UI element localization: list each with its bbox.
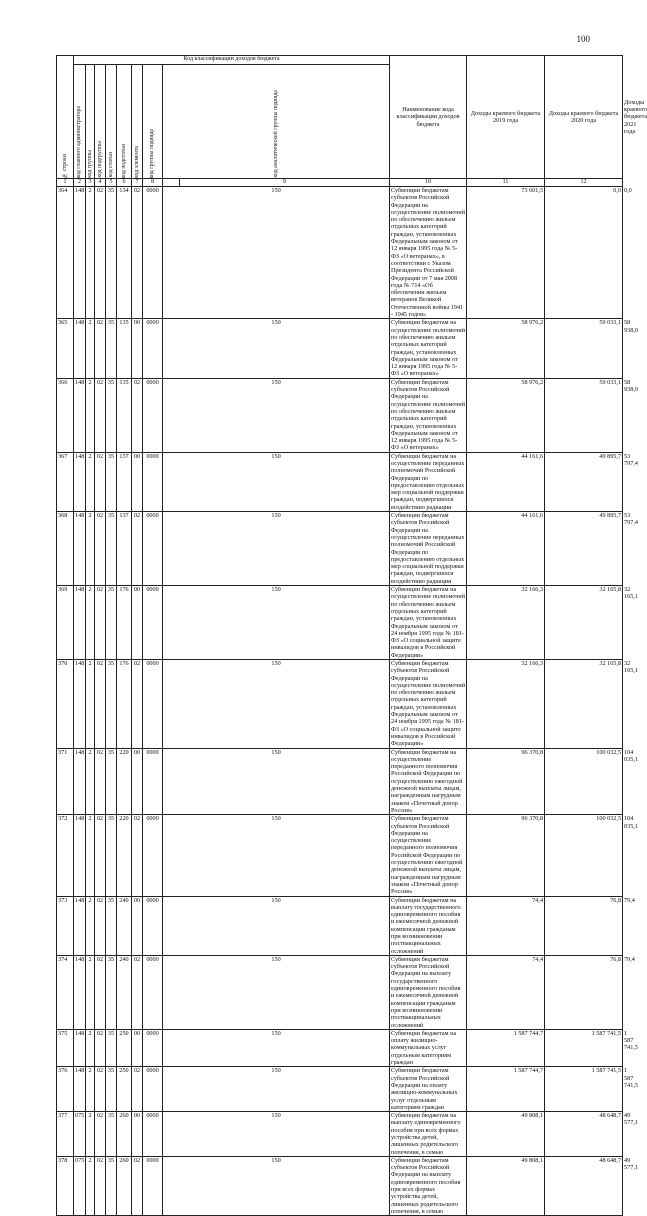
code-subtype-group: 0000: [143, 896, 163, 955]
value-2019: 49 808,1: [467, 1112, 545, 1157]
code-subtype-group: 0000: [143, 1112, 163, 1157]
code-subgroup: 02: [95, 955, 106, 1029]
code-group: 2: [86, 748, 95, 815]
code-subarticle: 176: [117, 660, 132, 749]
table-row: 374 148 2 02 35 240 02 0000 150 Субвенции бюджетам субъектов Российской Федерации на выплату государственного единовременного пособия и ежемесячной денежной компенсации гражданам при возникновении поствакцинальных осложнений 74,4 76,8 79,4: [58, 955, 635, 1029]
value-2019: 32 166,3: [467, 586, 545, 660]
code-group: 2: [86, 586, 95, 660]
table-row: 373 148 2 02 35 240 00 0000 150 Субвенции бюджетам на выплату государственного единовременного пособия и ежемесячной денежной компенсации гражданам при возникновении поствакцинальных осложнений 74,4 76,8 79,4: [58, 896, 635, 955]
code-admin: 148: [74, 748, 86, 815]
row-number: 367: [57, 452, 74, 511]
row-name: Субвенции бюджетам на осуществление переданного полномочия Российской Федерации по осуществлению ежегодной денежной выплаты лицам, награжденным нагрудным знаком «Почетный донор России»: [390, 748, 467, 815]
row-name: Субвенции бюджетам субъектов Российской Федерации на осуществление полномочий по обеспечению жильем отдельных категорий граждан, установленных Федеральным законом от 24 ноября 1995 года № 181-ФЗ «О социальной защите инвалидов в Российской Федерации»: [391, 660, 466, 748]
code-subtype-group: 0000: [143, 1067, 163, 1112]
code-article: 35: [106, 586, 117, 660]
code-subarticle: 220: [117, 815, 132, 896]
table-row: 366 148 2 02 35 135 02 0000 150 Субвенции бюджетам субъектов Российской Федерации на осуществление полномочий по обеспечению жильем отдельных категорий граждан, установленных Федеральным законом от 12 января 1995 года № 5-ФЗ «О ветеранах» 58 976,2 59 033,1 58 938,0: [58, 378, 638, 452]
row-name: Субвенции бюджетам субъектов Российской Федерации на осуществление переданного полномочия Российской Федерации по осуществлению ежегодной денежной выплаты лицам, награжденным нагрудным знаком «Почетный донор России»: [390, 815, 467, 896]
code-analytic-group: 150: [163, 660, 390, 749]
code-article: 35: [106, 1156, 117, 1215]
code-element: 02: [132, 660, 143, 749]
code-group: 2: [86, 187, 95, 319]
code-subarticle: 137: [117, 452, 132, 511]
code-group: 2: [86, 1112, 95, 1157]
code-element: 00: [132, 319, 143, 378]
header-row-no: № строки: [57, 56, 74, 179]
header-code-subtype-group: код группы подвида: [143, 65, 163, 179]
value-2020: 59 033,1: [545, 319, 623, 378]
code-subtype-group: 0000: [143, 815, 163, 896]
table-row: 369 148 2 02 35 176 00 0000 150 Субвенции бюджетам на осуществление полномочий по обеспечению жильем отдельных категорий граждан, установленных Федеральным законом от 24 ноября 1995 года № 181-ФЗ «О социальной защите инвалидов в Российской Федерации» 32 166,3 32 165,8 32 165,1: [58, 586, 638, 659]
code-subtype-group: 0000: [143, 512, 163, 586]
code-subtype-group: 0000: [143, 319, 163, 378]
code-subgroup: 02: [95, 512, 106, 586]
value-2020: 76,8: [545, 896, 623, 955]
code-subgroup: 02: [95, 660, 106, 749]
code-group: 2: [86, 1067, 95, 1112]
code-admin: 148: [74, 660, 86, 749]
code-analytic-group: 150: [163, 1067, 390, 1112]
code-element: 00: [132, 586, 143, 660]
col-number: 8: [143, 179, 163, 187]
code-analytic-group: 150: [163, 512, 390, 586]
code-subtype-group: 0000: [143, 586, 163, 660]
code-subarticle: 134: [117, 187, 132, 319]
code-analytic-group: 150: [163, 748, 390, 815]
code-admin: 075: [74, 1156, 86, 1215]
row-number: 377: [57, 1112, 74, 1157]
col-number: 7: [132, 179, 143, 187]
code-analytic-group: 150: [163, 1156, 390, 1215]
code-element: 00: [132, 1029, 143, 1066]
code-group: 2: [86, 1156, 95, 1215]
value-2020: 76,8: [545, 955, 623, 1029]
code-admin: 148: [74, 815, 86, 896]
value-2019: 32 166,3: [467, 660, 545, 749]
code-subarticle: 240: [117, 896, 132, 955]
code-group: 2: [86, 896, 95, 955]
code-subarticle: 176: [117, 586, 132, 660]
code-element: 00: [132, 452, 143, 511]
header-code-analytic-group: код аналитической группы подвида: [163, 65, 390, 179]
value-2020: 59 033,1: [545, 378, 623, 452]
header-code-group: код группы: [86, 65, 95, 179]
header-code-admin: код главного администратора: [74, 65, 86, 179]
table-row: 367 148 2 02 35 137 00 0000 150 Субвенции бюджетам на осуществление переданных полномочий Российской Федерации по предоставлению отдельных мер социальной поддержки граждан, подвергшихся воздействию радиации 44 161,6 49 895,7 53 797,4: [58, 452, 638, 511]
col-number: 2: [74, 179, 86, 187]
code-subtype-group: 0000: [143, 660, 163, 749]
code-element: 02: [132, 955, 143, 1029]
code-subgroup: 02: [95, 319, 106, 378]
row-name: Субвенции бюджетам на выплату государственного единовременного пособия и ежемесячной денежной компенсации гражданам при возникновении поствакцинальных осложнений: [390, 896, 467, 955]
row-number: 372: [57, 815, 74, 896]
code-subgroup: 02: [95, 1067, 106, 1112]
code-admin: 075: [74, 1112, 86, 1157]
row-number: 365: [57, 319, 74, 378]
code-article: 35: [106, 1112, 117, 1157]
code-subarticle: 250: [117, 1029, 132, 1066]
code-element: 02: [132, 187, 143, 319]
code-subgroup: 02: [95, 1029, 106, 1066]
row-name: Субвенции бюджетам субъектов Российской Федерации на оплату жилищно-коммунальных услуг отдельным категориям граждан: [390, 1067, 467, 1112]
row-number: 378: [57, 1156, 74, 1215]
code-group: 2: [86, 815, 95, 896]
code-element: 00: [132, 748, 143, 815]
row-name: Субвенции бюджетам на осуществление полномочий по обеспечению жильем отдельных категорий граждан, установленных Федеральным законом от 24 ноября 1995 года № 181-ФЗ «О социальной защите инвалидов в Российской Федерации»: [391, 586, 466, 659]
code-article: 35: [106, 1029, 117, 1066]
code-subgroup: 02: [95, 815, 106, 896]
col-number: 3: [86, 179, 95, 187]
table-row: 368 148 2 02 35 137 02 0000 150 Субвенции бюджетам субъектов Российской Федерации на осуществление переданных полномочий Российской Федерации по предоставлению отдельных мер социальной поддержки граждан, подвергшихся воздействию радиации 44 161,6 49 895,7 53 797,4: [58, 512, 638, 585]
code-element: 02: [132, 1067, 143, 1112]
header-code-subarticle: код подстатьи: [117, 65, 132, 179]
header-code-element: код элемента: [132, 65, 143, 179]
code-subtype-group: 0000: [143, 1156, 163, 1215]
code-subarticle: 220: [117, 748, 132, 815]
code-subgroup: 02: [95, 187, 106, 319]
code-article: 35: [106, 512, 117, 586]
code-analytic-group: 150: [163, 955, 390, 1029]
value-2020: 49 895,7: [545, 512, 623, 586]
table-row: 375 148 2 02 35 250 00 0000 150 Субвенции бюджетам на оплату жилищно-коммунальных услуг отдельным категориям граждан 1 587 744,7 1 587 741,5 1 587 741,5: [58, 1029, 638, 1067]
value-2019: 1 587 744,7: [467, 1029, 545, 1066]
table-row: 376 148 2 02 35 250 02 0000 150 Субвенции бюджетам субъектов Российской Федерации на оплату жилищно-коммунальных услуг отдельным категориям граждан 1 587 744,7 1 587 741,5 1 587 741,5: [58, 1067, 638, 1111]
row-number: 371: [57, 748, 74, 815]
table-row: 370 148 2 02 35 176 02 0000 150 Субвенции бюджетам субъектов Российской Федерации на осуществление полномочий по обеспечению жильем отдельных категорий граждан, установленных Федеральным законом от 24 ноября 1995 года № 181-ФЗ «О социальной защите инвалидов в Российской Федерации» 32 166,3 32 165,8 32 165,1: [58, 660, 638, 748]
value-2020: 32 165,8: [545, 586, 623, 660]
code-subgroup: 02: [95, 748, 106, 815]
value-2019: 1 587 744,7: [467, 1067, 545, 1112]
row-number: 370: [57, 660, 74, 749]
code-admin: 148: [74, 378, 86, 452]
value-2019: 58 976,2: [467, 319, 545, 378]
code-admin: 148: [74, 896, 86, 955]
code-group: 2: [86, 1029, 95, 1066]
code-subgroup: 02: [95, 896, 106, 955]
code-subtype-group: 0000: [143, 748, 163, 815]
code-element: 02: [132, 1156, 143, 1215]
code-analytic-group: 150: [163, 1029, 390, 1066]
value-2019: 96 370,8: [467, 748, 545, 815]
header-code-article: код статьи: [106, 65, 117, 179]
code-admin: 148: [74, 319, 86, 378]
col-number: 4: [95, 179, 106, 187]
col-number: [163, 179, 180, 187]
col-number: 1: [57, 179, 74, 187]
code-subgroup: 02: [95, 378, 106, 452]
row-name: Субвенции бюджетам субъектов Российской Федерации на выплату единовременного пособия при всех формах устройства детей, лишенных родительского попечения, в семью: [390, 1156, 467, 1215]
code-analytic-group: 150: [163, 1112, 390, 1157]
value-2020: 100 032,5: [545, 815, 623, 896]
code-article: 35: [106, 955, 117, 1029]
code-analytic-group: 150: [163, 586, 390, 660]
header-2019: Доходы краевого бюджета 2019 года: [467, 56, 545, 179]
page-number: 100: [576, 34, 590, 44]
row-name: Субвенции бюджетам субъектов Российской Федерации на выплату государственного единовременного пособия и ежемесячной денежной компенсации гражданам при возникновении поствакцинальных осложнений: [390, 955, 467, 1029]
code-admin: 148: [74, 586, 86, 660]
code-subtype-group: 0000: [143, 452, 163, 511]
value-2019: 58 976,2: [467, 378, 545, 452]
code-element: 02: [132, 512, 143, 586]
code-article: 35: [106, 748, 117, 815]
value-2019: 73 601,5: [467, 187, 545, 319]
header-group-title: Код классификации доходов бюджета: [74, 56, 390, 65]
col-number: 6: [117, 179, 132, 187]
code-admin: 148: [74, 512, 86, 586]
code-article: 35: [106, 660, 117, 749]
value-2020: 48 648,7: [545, 1112, 623, 1157]
table-row: 377 075 2 02 35 260 00 0000 150 Субвенции бюджетам на выплату единовременного пособия при всех формах устройства детей, лишенных родительского попечения, в семью 49 808,1 48 648,7 49 577,1: [58, 1112, 638, 1156]
code-admin: 148: [74, 1029, 86, 1066]
code-subarticle: 135: [117, 319, 132, 378]
col-number: 5: [106, 179, 117, 187]
code-article: 35: [106, 378, 117, 452]
code-subarticle: 260: [117, 1156, 132, 1215]
code-group: 2: [86, 512, 95, 586]
row-number: 364: [57, 187, 74, 319]
row-name: Субвенции бюджетам на осуществление переданных полномочий Российской Федерации по предоставлению отдельных мер социальной поддержки граждан, подвергшихся воздействию радиации: [390, 452, 467, 511]
row-name: Субвенции бюджетам на оплату жилищно-коммунальных услуг отдельным категориям граждан: [390, 1029, 467, 1066]
table-row: 364 148 2 02 35 134 02 0000 150 Субвенции бюджетам субъектов Российской Федерации на осуществление полномочий по обеспечению жильем отдельных категорий граждан, установленных Федеральным законом от 12 января 1995 года № 5-ФЗ «О ветеранах», в соответствии с Указом Президента Российской Федерации от 7 мая 2008 года № 714 «Об обеспечении жильем ветеранов Великой Отечественной войны 1941 - 1945 годов» 73 601,5 0,0 0,0: [58, 187, 632, 319]
header-row-group: № строки Код классификации доходов бюджета Наименование кода классификации доходов бюджета Доходы краевого бюджета 2019 года Доходы краевого бюджета 2020 года Доходы краевого бюджета 2021 года: [57, 56, 623, 65]
col-number: 9: [180, 179, 390, 187]
code-subtype-group: 0000: [143, 955, 163, 1029]
code-group: 2: [86, 319, 95, 378]
revenue-table: [56, 55, 647, 1216]
table-row: 372 148 2 02 35 220 02 0000 150 Субвенции бюджетам субъектов Российской Федерации на осуществление переданного полномочия Российской Федерации по осуществлению ежегодной денежной выплаты лицам, награжденным нагрудным знаком «Почетный донор России» 96 370,8 100 032,5 104 035,1: [58, 815, 638, 896]
code-element: 02: [132, 378, 143, 452]
code-article: 35: [106, 896, 117, 955]
code-admin: 148: [74, 187, 86, 319]
value-2019: 49 808,1: [467, 1156, 545, 1215]
code-subgroup: 02: [95, 586, 106, 660]
col-number: 10: [390, 179, 467, 187]
code-article: 35: [106, 452, 117, 511]
row-name: Субвенции бюджетам субъектов Российской Федерации на осуществление полномочий по обеспечению жильем отдельных категорий граждан, установленных Федеральным законом от 12 января 1995 года № 5-ФЗ «О ветеранах», в соответствии с Указом Президента Российской Федерации от 7 мая 2008 года № 714 «Об обеспечении жильем ветеранов Великой Отечественной войны 1941 - 1945 годов»: [391, 187, 466, 319]
value-2019: 44 161,6: [467, 452, 545, 511]
row-number: 375: [57, 1029, 74, 1066]
row-name: Субвенции бюджетам субъектов Российской Федерации на осуществление полномочий по обеспечению жильем отдельных категорий граждан, установленных Федеральным законом от 12 января 1995 года № 5-ФЗ «О ветеранах»: [391, 378, 466, 452]
column-number-row: [57, 179, 623, 187]
row-number: 376: [57, 1067, 74, 1112]
code-admin: 148: [74, 1067, 86, 1112]
value-2020: 49 895,7: [545, 452, 623, 511]
row-name: Субвенции бюджетам на осуществление полномочий по обеспечению жильем отдельных категорий граждан, установленных Федеральным законом от 12 января 1995 года № 5-ФЗ «О ветеранах»: [391, 319, 466, 378]
code-subgroup: 02: [95, 1112, 106, 1157]
code-element: 00: [132, 1112, 143, 1157]
table-body: [57, 179, 638, 1216]
code-analytic-group: 150: [163, 815, 390, 896]
value-2020: 48 648,7: [545, 1156, 623, 1215]
code-admin: 148: [74, 452, 86, 511]
header-code-subgroup: код подгруппы: [95, 65, 106, 179]
code-subarticle: 260: [117, 1112, 132, 1157]
value-2020: 1 587 741,5: [545, 1029, 623, 1066]
row-number: 368: [57, 512, 74, 586]
code-element: 02: [132, 815, 143, 896]
code-analytic-group: 150: [163, 452, 390, 511]
value-2019: 74,4: [467, 896, 545, 955]
code-analytic-group: 150: [163, 187, 390, 319]
code-article: 35: [106, 187, 117, 319]
row-number: 374: [57, 955, 74, 1029]
col-number: 12: [545, 179, 623, 187]
code-subgroup: 02: [95, 452, 106, 511]
code-article: 35: [106, 319, 117, 378]
code-group: 2: [86, 378, 95, 452]
code-analytic-group: 150: [163, 319, 390, 378]
table-row: 371 148 2 02 35 220 00 0000 150 Субвенции бюджетам на осуществление переданного полномочия Российской Федерации по осуществлению ежегодной денежной выплаты лицам, награжденным нагрудным знаком «Почетный донор России» 96 370,8 100 032,5 104 035,1: [58, 748, 638, 814]
value-2019: 74,4: [467, 955, 545, 1029]
code-group: 2: [86, 660, 95, 749]
code-article: 35: [106, 1067, 117, 1112]
value-2020: 1 587 741,5: [545, 1067, 623, 1112]
code-subarticle: 137: [117, 512, 132, 586]
value-2019: 96 370,8: [467, 815, 545, 896]
code-subtype-group: 0000: [143, 1029, 163, 1066]
code-element: 00: [132, 896, 143, 955]
code-analytic-group: 150: [163, 896, 390, 955]
value-2020: 32 165,8: [545, 660, 623, 749]
col-number: 11: [467, 179, 545, 187]
header-2020: Доходы краевого бюджета 2020 года: [545, 56, 623, 179]
row-number: 369: [57, 586, 74, 660]
code-subarticle: 240: [117, 955, 132, 1029]
code-group: 2: [86, 452, 95, 511]
row-name: Субвенции бюджетам субъектов Российской Федерации на осуществление переданных полномочий Российской Федерации по предоставлению отдельных мер социальной поддержки граждан, подвергшихся воздействию радиации: [390, 512, 467, 586]
code-subgroup: 02: [95, 1156, 106, 1215]
code-admin: 148: [74, 955, 86, 1029]
table-row: 365 148 2 02 35 135 00 0000 150 Субвенции бюджетам на осуществление полномочий по обеспечению жильем отдельных категорий граждан, установленных Федеральным законом от 12 января 1995 года № 5-ФЗ «О ветеранах» 58 976,2 59 033,1 58 938,0: [58, 319, 638, 378]
row-name: Субвенции бюджетам на выплату единовременного пособия при всех формах устройства детей, лишенных родительского попечения, в семью: [390, 1112, 467, 1157]
code-group: 2: [86, 955, 95, 1029]
value-2020: 100 032,5: [545, 748, 623, 815]
table-row: 378 075 2 02 35 260 02 0000 150 Субвенции бюджетам субъектов Российской Федерации на выплату единовременного пособия при всех формах устройства детей, лишенных родительского попечения, в семью 49 808,1 48 648,7 49 577,1: [58, 1156, 638, 1215]
code-subarticle: 250: [117, 1067, 132, 1112]
code-analytic-group: 150: [163, 378, 390, 452]
header-name: Наименование кода классификации доходов бюджета: [390, 56, 467, 179]
code-subarticle: 135: [117, 378, 132, 452]
code-subtype-group: 0000: [143, 378, 163, 452]
value-2020: 0,0: [545, 187, 623, 319]
code-subtype-group: 0000: [143, 187, 163, 319]
row-number: 373: [57, 896, 74, 955]
code-article: 35: [106, 815, 117, 896]
row-number: 366: [57, 378, 74, 452]
value-2019: 44 161,6: [467, 512, 545, 586]
